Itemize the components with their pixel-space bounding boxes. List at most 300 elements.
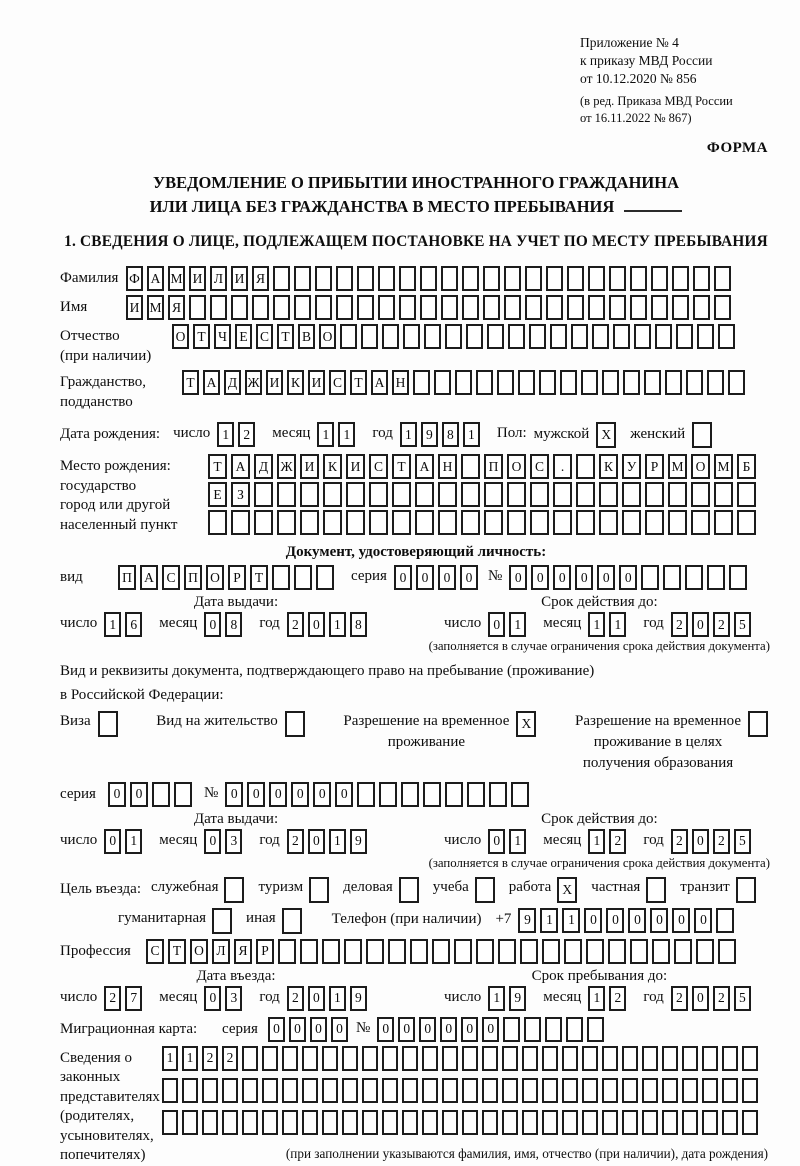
char-cell[interactable] (502, 1046, 518, 1071)
char-cell[interactable] (346, 510, 365, 535)
char-cell[interactable] (682, 1078, 698, 1103)
char-cell[interactable]: 9 (518, 908, 536, 933)
char-cell[interactable]: 9 (421, 422, 438, 447)
char-cell[interactable] (340, 324, 357, 349)
char-cell[interactable] (392, 482, 411, 507)
char-cell[interactable]: . (553, 454, 572, 479)
char-cell[interactable] (613, 324, 630, 349)
char-cell[interactable]: 2 (713, 612, 730, 637)
char-cell[interactable] (382, 1046, 398, 1071)
char-cell[interactable] (522, 1078, 538, 1103)
char-cell[interactable]: 8 (225, 612, 242, 637)
residence-option-checkbox[interactable] (98, 711, 118, 737)
purpose-option-checkbox[interactable] (282, 908, 302, 934)
char-cell[interactable] (508, 324, 525, 349)
char-cell[interactable]: 0 (694, 908, 712, 933)
char-cell[interactable] (294, 295, 311, 320)
char-cell[interactable] (277, 482, 296, 507)
char-cell[interactable]: 1 (338, 422, 355, 447)
char-cell[interactable] (483, 266, 500, 291)
char-cell[interactable]: 2 (287, 829, 304, 854)
char-cell[interactable] (722, 1078, 738, 1103)
char-cell[interactable] (702, 1110, 718, 1135)
char-cell[interactable] (482, 1046, 498, 1071)
char-cell[interactable]: 0 (416, 565, 434, 590)
char-cell[interactable] (432, 939, 450, 964)
char-cell[interactable] (702, 1046, 718, 1071)
char-cell[interactable] (294, 266, 311, 291)
char-cell[interactable] (461, 482, 480, 507)
char-cell[interactable] (366, 939, 384, 964)
purpose-option-checkbox[interactable] (212, 908, 232, 934)
char-cell[interactable]: 0 (692, 986, 709, 1011)
char-cell[interactable] (482, 1110, 498, 1135)
char-cell[interactable] (546, 295, 563, 320)
char-cell[interactable]: Я (252, 266, 269, 291)
char-cell[interactable]: 5 (734, 829, 751, 854)
char-cell[interactable] (357, 782, 375, 807)
char-cell[interactable]: О (319, 324, 336, 349)
char-cell[interactable]: 0 (440, 1017, 457, 1042)
char-cell[interactable]: 0 (650, 908, 668, 933)
char-cell[interactable] (714, 266, 731, 291)
char-cell[interactable] (682, 1110, 698, 1135)
char-cell[interactable] (672, 266, 689, 291)
char-cell[interactable]: 0 (628, 908, 646, 933)
char-cell[interactable] (691, 510, 710, 535)
char-cell[interactable] (729, 565, 747, 590)
char-cell[interactable] (553, 510, 572, 535)
char-cell[interactable]: 2 (671, 829, 688, 854)
char-cell[interactable] (644, 370, 661, 395)
char-cell[interactable] (382, 1110, 398, 1135)
char-cell[interactable] (277, 510, 296, 535)
char-cell[interactable] (599, 510, 618, 535)
char-cell[interactable]: 0 (308, 829, 325, 854)
char-cell[interactable] (482, 1078, 498, 1103)
char-cell[interactable]: А (231, 454, 250, 479)
char-cell[interactable] (582, 1110, 598, 1135)
char-cell[interactable] (357, 266, 374, 291)
char-cell[interactable] (434, 370, 451, 395)
char-cell[interactable] (576, 510, 595, 535)
char-cell[interactable] (542, 1110, 558, 1135)
char-cell[interactable]: 1 (329, 612, 346, 637)
char-cell[interactable] (530, 510, 549, 535)
char-cell[interactable]: Н (392, 370, 409, 395)
char-cell[interactable] (714, 295, 731, 320)
char-cell[interactable] (476, 939, 494, 964)
char-cell[interactable] (642, 1078, 658, 1103)
char-cell[interactable] (668, 510, 687, 535)
char-cell[interactable] (445, 324, 462, 349)
char-cell[interactable]: 2 (202, 1046, 218, 1071)
char-cell[interactable] (242, 1110, 258, 1135)
char-cell[interactable] (322, 1110, 338, 1135)
char-cell[interactable]: 1 (104, 612, 121, 637)
char-cell[interactable]: 1 (588, 986, 605, 1011)
char-cell[interactable]: У (622, 454, 641, 479)
char-cell[interactable] (672, 295, 689, 320)
char-cell[interactable] (564, 939, 582, 964)
char-cell[interactable] (273, 266, 290, 291)
char-cell[interactable]: 0 (553, 565, 571, 590)
char-cell[interactable]: Л (212, 939, 230, 964)
char-cell[interactable]: 0 (377, 1017, 394, 1042)
char-cell[interactable]: О (172, 324, 189, 349)
residence-option-checkbox[interactable]: X (516, 711, 536, 737)
char-cell[interactable] (454, 939, 472, 964)
char-cell[interactable]: 6 (125, 612, 142, 637)
char-cell[interactable] (697, 324, 714, 349)
char-cell[interactable]: И (126, 295, 143, 320)
char-cell[interactable]: 0 (268, 1017, 285, 1042)
char-cell[interactable] (602, 1078, 618, 1103)
char-cell[interactable]: Т (182, 370, 199, 395)
char-cell[interactable]: К (287, 370, 304, 395)
char-cell[interactable]: А (371, 370, 388, 395)
char-cell[interactable]: Т (168, 939, 186, 964)
char-cell[interactable] (362, 1078, 378, 1103)
char-cell[interactable]: 0 (204, 986, 221, 1011)
char-cell[interactable] (262, 1078, 278, 1103)
female-checkbox[interactable] (692, 422, 712, 448)
char-cell[interactable] (442, 1078, 458, 1103)
char-cell[interactable]: М (168, 266, 185, 291)
char-cell[interactable] (231, 510, 250, 535)
char-cell[interactable]: 5 (734, 986, 751, 1011)
char-cell[interactable] (582, 1046, 598, 1071)
char-cell[interactable] (668, 482, 687, 507)
char-cell[interactable] (602, 370, 619, 395)
char-cell[interactable]: 0 (269, 782, 287, 807)
char-cell[interactable]: С (162, 565, 180, 590)
char-cell[interactable]: 0 (575, 565, 593, 590)
char-cell[interactable]: 0 (308, 986, 325, 1011)
char-cell[interactable] (399, 295, 416, 320)
char-cell[interactable] (445, 782, 463, 807)
char-cell[interactable] (576, 482, 595, 507)
char-cell[interactable] (696, 939, 714, 964)
char-cell[interactable]: Я (234, 939, 252, 964)
char-cell[interactable]: 9 (509, 986, 526, 1011)
char-cell[interactable]: 0 (606, 908, 624, 933)
char-cell[interactable] (336, 295, 353, 320)
char-cell[interactable] (262, 1110, 278, 1135)
char-cell[interactable] (676, 324, 693, 349)
char-cell[interactable] (388, 939, 406, 964)
char-cell[interactable] (462, 295, 479, 320)
char-cell[interactable] (714, 510, 733, 535)
char-cell[interactable] (487, 324, 504, 349)
char-cell[interactable]: 3 (225, 986, 242, 1011)
char-cell[interactable] (742, 1046, 758, 1071)
char-cell[interactable] (302, 1046, 318, 1071)
char-cell[interactable] (529, 324, 546, 349)
char-cell[interactable] (438, 510, 457, 535)
char-cell[interactable] (222, 1110, 238, 1135)
char-cell[interactable] (399, 266, 416, 291)
char-cell[interactable] (342, 1078, 358, 1103)
char-cell[interactable]: 1 (162, 1046, 178, 1071)
char-cell[interactable] (609, 295, 626, 320)
char-cell[interactable]: П (184, 565, 202, 590)
char-cell[interactable] (410, 939, 428, 964)
char-cell[interactable]: В (298, 324, 315, 349)
char-cell[interactable]: 1 (217, 422, 234, 447)
char-cell[interactable]: 2 (713, 986, 730, 1011)
char-cell[interactable]: Ж (277, 454, 296, 479)
char-cell[interactable] (586, 939, 604, 964)
char-cell[interactable]: 1 (509, 612, 526, 637)
char-cell[interactable]: Т (350, 370, 367, 395)
char-cell[interactable] (641, 565, 659, 590)
residence-option-checkbox[interactable] (748, 711, 768, 737)
char-cell[interactable] (315, 266, 332, 291)
char-cell[interactable] (403, 324, 420, 349)
char-cell[interactable] (623, 370, 640, 395)
purpose-option-checkbox[interactable] (736, 877, 756, 903)
char-cell[interactable]: 1 (317, 422, 334, 447)
char-cell[interactable]: 0 (225, 782, 243, 807)
char-cell[interactable] (378, 295, 395, 320)
char-cell[interactable] (442, 1110, 458, 1135)
char-cell[interactable] (438, 482, 457, 507)
char-cell[interactable] (503, 1017, 520, 1042)
char-cell[interactable]: И (231, 266, 248, 291)
char-cell[interactable] (622, 482, 641, 507)
char-cell[interactable] (562, 1110, 578, 1135)
char-cell[interactable] (369, 510, 388, 535)
char-cell[interactable]: О (206, 565, 224, 590)
char-cell[interactable] (415, 482, 434, 507)
char-cell[interactable]: 1 (329, 986, 346, 1011)
char-cell[interactable]: 1 (562, 908, 580, 933)
char-cell[interactable] (652, 939, 670, 964)
char-cell[interactable] (722, 1110, 738, 1135)
char-cell[interactable] (642, 1110, 658, 1135)
char-cell[interactable] (588, 266, 605, 291)
char-cell[interactable]: 0 (619, 565, 637, 590)
char-cell[interactable] (718, 324, 735, 349)
char-cell[interactable] (455, 370, 472, 395)
char-cell[interactable] (686, 370, 703, 395)
char-cell[interactable] (378, 266, 395, 291)
char-cell[interactable] (542, 1078, 558, 1103)
char-cell[interactable] (162, 1110, 178, 1135)
char-cell[interactable] (272, 565, 290, 590)
char-cell[interactable] (202, 1110, 218, 1135)
char-cell[interactable] (718, 939, 736, 964)
char-cell[interactable] (566, 1017, 583, 1042)
char-cell[interactable] (322, 1046, 338, 1071)
char-cell[interactable] (382, 1078, 398, 1103)
char-cell[interactable]: И (266, 370, 283, 395)
char-cell[interactable]: И (300, 454, 319, 479)
char-cell[interactable]: 8 (442, 422, 459, 447)
char-cell[interactable] (567, 266, 584, 291)
residence-option-checkbox[interactable] (285, 711, 305, 737)
char-cell[interactable] (357, 295, 374, 320)
char-cell[interactable]: 1 (125, 829, 142, 854)
char-cell[interactable]: 2 (713, 829, 730, 854)
char-cell[interactable] (525, 295, 542, 320)
char-cell[interactable] (252, 295, 269, 320)
char-cell[interactable] (461, 510, 480, 535)
char-cell[interactable]: 0 (291, 782, 309, 807)
char-cell[interactable] (622, 1110, 638, 1135)
char-cell[interactable]: М (668, 454, 687, 479)
char-cell[interactable] (525, 266, 542, 291)
char-cell[interactable] (402, 1110, 418, 1135)
char-cell[interactable]: Д (224, 370, 241, 395)
char-cell[interactable]: 0 (460, 565, 478, 590)
char-cell[interactable] (609, 266, 626, 291)
char-cell[interactable] (502, 1110, 518, 1135)
char-cell[interactable]: 7 (125, 986, 142, 1011)
char-cell[interactable]: Б (737, 454, 756, 479)
char-cell[interactable]: 2 (609, 986, 626, 1011)
char-cell[interactable] (602, 1046, 618, 1071)
char-cell[interactable]: Т (193, 324, 210, 349)
char-cell[interactable]: Ч (214, 324, 231, 349)
char-cell[interactable] (702, 1078, 718, 1103)
char-cell[interactable]: О (691, 454, 710, 479)
char-cell[interactable] (550, 324, 567, 349)
char-cell[interactable] (300, 510, 319, 535)
char-cell[interactable] (322, 1078, 338, 1103)
char-cell[interactable] (622, 510, 641, 535)
char-cell[interactable] (362, 1046, 378, 1071)
char-cell[interactable] (462, 266, 479, 291)
char-cell[interactable] (369, 482, 388, 507)
char-cell[interactable] (651, 266, 668, 291)
char-cell[interactable] (504, 266, 521, 291)
char-cell[interactable] (282, 1110, 298, 1135)
char-cell[interactable]: С (369, 454, 388, 479)
char-cell[interactable]: П (118, 565, 136, 590)
char-cell[interactable] (484, 482, 503, 507)
char-cell[interactable] (441, 295, 458, 320)
char-cell[interactable] (691, 482, 710, 507)
char-cell[interactable]: Ж (245, 370, 262, 395)
char-cell[interactable]: Т (392, 454, 411, 479)
char-cell[interactable] (415, 510, 434, 535)
char-cell[interactable]: 8 (350, 612, 367, 637)
char-cell[interactable] (282, 1078, 298, 1103)
char-cell[interactable]: 0 (204, 612, 221, 637)
char-cell[interactable] (588, 295, 605, 320)
char-cell[interactable]: Е (208, 482, 227, 507)
char-cell[interactable] (645, 482, 664, 507)
char-cell[interactable] (402, 1046, 418, 1071)
char-cell[interactable]: Р (228, 565, 246, 590)
char-cell[interactable] (273, 295, 290, 320)
char-cell[interactable]: З (231, 482, 250, 507)
char-cell[interactable] (630, 295, 647, 320)
char-cell[interactable] (518, 370, 535, 395)
char-cell[interactable]: 0 (310, 1017, 327, 1042)
purpose-option-checkbox[interactable] (646, 877, 666, 903)
char-cell[interactable]: А (415, 454, 434, 479)
char-cell[interactable] (302, 1110, 318, 1135)
char-cell[interactable] (663, 565, 681, 590)
male-checkbox[interactable]: X (596, 422, 616, 448)
char-cell[interactable]: 0 (104, 829, 121, 854)
char-cell[interactable] (152, 782, 170, 807)
char-cell[interactable] (599, 482, 618, 507)
char-cell[interactable] (693, 295, 710, 320)
char-cell[interactable]: 0 (398, 1017, 415, 1042)
char-cell[interactable] (587, 1017, 604, 1042)
char-cell[interactable] (546, 266, 563, 291)
char-cell[interactable] (361, 324, 378, 349)
char-cell[interactable] (483, 295, 500, 320)
char-cell[interactable]: 0 (247, 782, 265, 807)
char-cell[interactable]: 0 (509, 565, 527, 590)
char-cell[interactable] (202, 1078, 218, 1103)
char-cell[interactable]: 0 (461, 1017, 478, 1042)
char-cell[interactable] (467, 782, 485, 807)
char-cell[interactable]: И (308, 370, 325, 395)
char-cell[interactable]: С (146, 939, 164, 964)
char-cell[interactable]: 9 (350, 829, 367, 854)
char-cell[interactable] (342, 1046, 358, 1071)
char-cell[interactable] (562, 1046, 578, 1071)
char-cell[interactable]: М (147, 295, 164, 320)
char-cell[interactable] (530, 482, 549, 507)
char-cell[interactable] (560, 370, 577, 395)
char-cell[interactable] (362, 1110, 378, 1135)
char-cell[interactable] (462, 1078, 478, 1103)
char-cell[interactable] (294, 565, 312, 590)
char-cell[interactable] (655, 324, 672, 349)
char-cell[interactable]: М (714, 454, 733, 479)
char-cell[interactable] (576, 454, 595, 479)
char-cell[interactable]: Л (210, 266, 227, 291)
char-cell[interactable] (542, 1046, 558, 1071)
char-cell[interactable]: 2 (222, 1046, 238, 1071)
char-cell[interactable] (182, 1078, 198, 1103)
char-cell[interactable]: 1 (540, 908, 558, 933)
char-cell[interactable] (231, 295, 248, 320)
char-cell[interactable] (622, 1046, 638, 1071)
char-cell[interactable] (174, 782, 192, 807)
char-cell[interactable] (189, 295, 206, 320)
char-cell[interactable]: С (256, 324, 273, 349)
char-cell[interactable] (242, 1046, 258, 1071)
char-cell[interactable]: 0 (692, 829, 709, 854)
char-cell[interactable] (742, 1078, 758, 1103)
char-cell[interactable] (242, 1078, 258, 1103)
char-cell[interactable]: 0 (130, 782, 148, 807)
char-cell[interactable] (707, 565, 725, 590)
char-cell[interactable]: С (530, 454, 549, 479)
char-cell[interactable]: 1 (182, 1046, 198, 1071)
char-cell[interactable] (651, 295, 668, 320)
char-cell[interactable]: 1 (588, 612, 605, 637)
char-cell[interactable] (716, 908, 734, 933)
char-cell[interactable]: К (599, 454, 618, 479)
char-cell[interactable]: О (190, 939, 208, 964)
char-cell[interactable] (707, 370, 724, 395)
purpose-option-checkbox[interactable] (475, 877, 495, 903)
char-cell[interactable]: 0 (488, 829, 505, 854)
char-cell[interactable]: 2 (671, 986, 688, 1011)
char-cell[interactable] (553, 482, 572, 507)
char-cell[interactable] (693, 266, 710, 291)
char-cell[interactable] (539, 370, 556, 395)
